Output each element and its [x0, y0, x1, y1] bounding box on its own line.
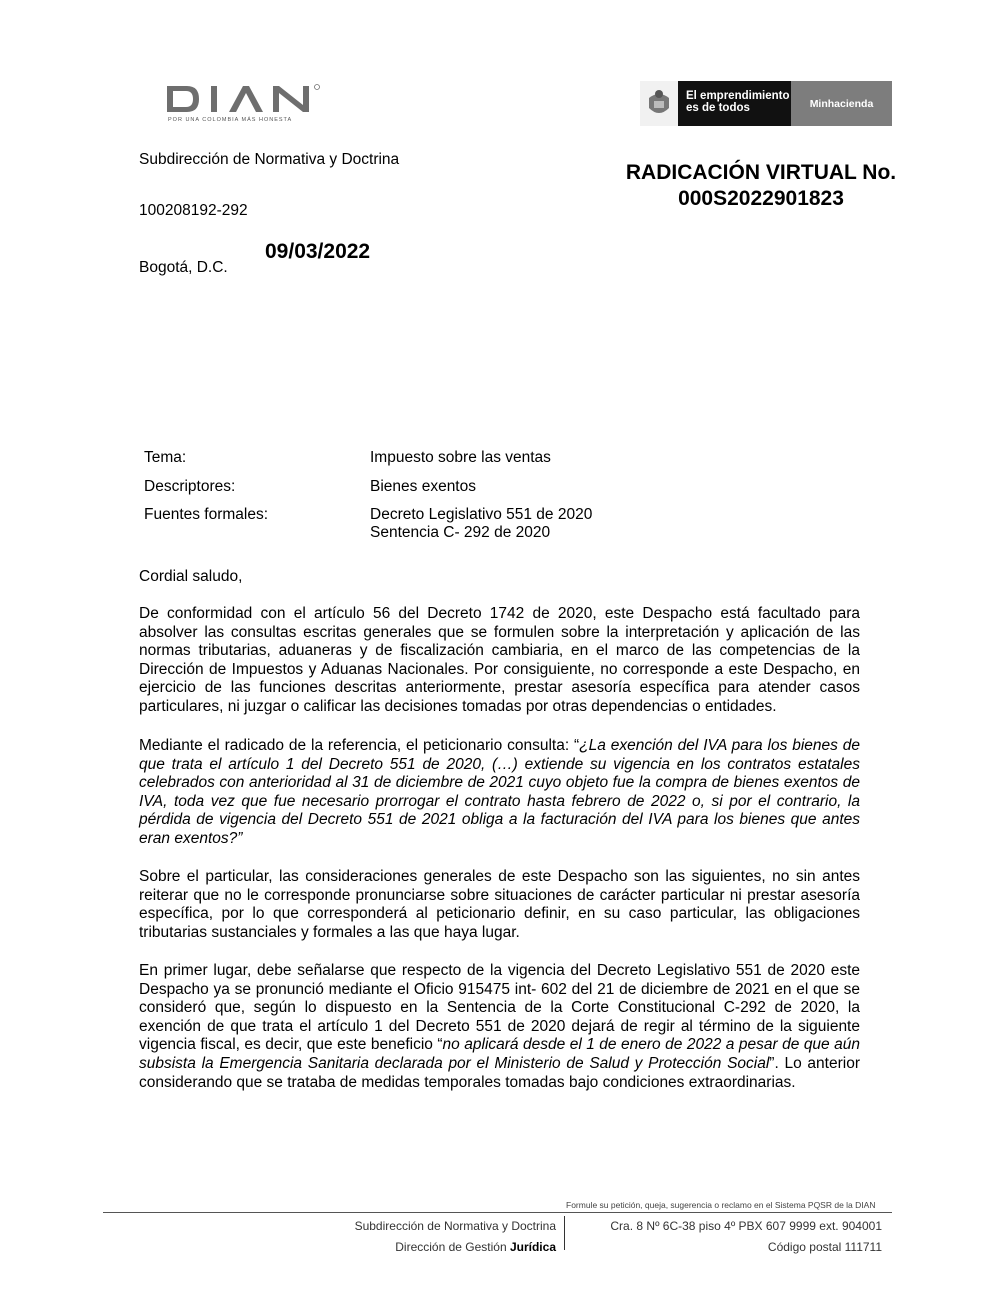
- footer-office-line2: [250, 1237, 556, 1258]
- paragraph-4-quote: no aplicará desde el 1 de enero de 2022 a pesar de que aún subsista la Emergencia Sanitaria declarada por el Ministerio de Salud y Protección Social: [139, 1036, 861, 1072]
- paragraph-2-quote: ¿La exención del IVA para los bienes de que trata el artículo 1 del Decreto 551 de 2020, (…) extiende su vigencia en los contratos estatales celebrados con anterioridad al 31 de diciembre de 2021 cuyo objeto fue la compra de bienes exentos de IVA, toda vez que fue necesario prorrogar el contrato hasta febrero de 2022 o, si por el contrario, la pérdida de vigencia del Decreto 551 de 2021 obliga a la facturación del IVA para los bienes que antes eran exentos?”: [139, 737, 860, 847]
- coat-of-arms-icon: [640, 81, 678, 126]
- footer-separator: [564, 1216, 565, 1250]
- footer-address: [576, 1216, 882, 1258]
- tema-label: Tema:: [144, 449, 187, 466]
- paragraph-1-text: De conformidad con el artículo 56 del Decreto 1742 de 2020, este Despacho está facultado para absolver las consultas escritas generales que se formulen sobre la interpretación y aplicación de las normas tributarias, aduaneras y de fiscalización cambiaria, en el marco de las competencias de la Dirección de Impuestos y Aduanas Nacionales. Por consiguiente, no corresponde a este Despacho, en ejercicio de las funciones descritas anteriormente, prestar asesoría específica para atender casos particulares, ni juzgar o calificar las decisiones tomadas por otras dependencias o entidades.: [139, 605, 860, 715]
- pqsr-note: Formule su petición, queja, sugerencia o reclamo en el Sistema PQSR de la DIAN: [566, 1200, 876, 1210]
- city: Bogotá, D.C.: [139, 259, 228, 276]
- footer-office-bold: Jurídica: [509, 1240, 556, 1254]
- office-name: Subdirección de Normativa y Doctrina: [139, 151, 400, 168]
- tema-value: Impuesto sobre las ventas: [370, 449, 551, 466]
- radicacion-label: RADICACIÓN VIRTUAL No.: [625, 161, 897, 184]
- paragraph-4-intro: En primer lugar, debe señalarse que respecto de la vigencia del Decreto Legislativo 551 de 2020 este Despacho ya se pronunció mediante el Oficio 915475 int- 602 del 21 de diciembre de 2021 en el que se consideró que, según lo dispuesto en la Sentencia de la Corte Constitucional C-292 de 2020, la exención de que trata el artículo 1 del Decreto 551 de 2020 dejará de regir al término de la siguiente vigencia fiscal, es decir, que este beneficio “: [139, 962, 860, 1054]
- fuentes-value-1: Decreto Legislativo 551 de 2020: [370, 506, 593, 523]
- banner-slogan-line1: El emprendimiento: [686, 90, 790, 102]
- footer-office-line1: Subdirección de Normativa y Doctrina: [354, 1219, 556, 1233]
- paragraph-3-text: Sobre el particular, las consideraciones generales de este Despacho son las siguientes, no sin antes reiterar que no le corresponde pronunciarse sobre situaciones de carácter particular ni prestar asesoría específica, por lo que corresponderá al peticionario definir, en su caso particular, las obligaciones tributarias sustanciales y formales a las que haya lugar.: [139, 868, 860, 941]
- paragraph-2-intro: Mediante el radicado de la referencia, el peticionario consulta: “: [139, 737, 580, 754]
- dian-logo: [165, 82, 325, 127]
- footer-divider: [103, 1212, 892, 1213]
- radicacion-code: 000S2022901823: [678, 187, 844, 210]
- footer-postal-code: Código postal 111711: [767, 1240, 882, 1254]
- paragraph-4: [139, 962, 860, 1092]
- footer-office-prefix: Dirección de Gestión: [395, 1240, 510, 1254]
- footer-address-line1: Cra. 8 Nº 6C-38 piso 4º PBX 607 9999 ext. 904001: [610, 1219, 882, 1233]
- banner-ministry: Minhacienda: [791, 81, 892, 126]
- banner-slogan: [678, 81, 791, 126]
- greeting: Cordial saludo,: [139, 568, 243, 585]
- dian-tagline: POR UNA COLOMBIA MÁS HONESTA: [168, 117, 293, 123]
- radicacion-number: [610, 160, 912, 212]
- footer-office: [250, 1216, 556, 1258]
- fuentes-label: Fuentes formales:: [144, 506, 269, 523]
- letter-date: 09/03/2022: [265, 240, 371, 263]
- reference-number: 100208192-292: [139, 202, 248, 219]
- fuentes-value-2: Sentencia C- 292 de 2020: [370, 524, 551, 541]
- paragraph-2: [139, 737, 860, 849]
- dian-wordmark: [165, 82, 325, 116]
- banner-slogan-line2: es de todos: [686, 102, 750, 114]
- descriptores-label: Descriptores:: [144, 478, 236, 495]
- descriptores-value: Bienes exentos: [370, 478, 476, 495]
- government-banner: [640, 81, 892, 126]
- paragraph-4-outro: ”. Lo anterior considerando que se trataba de medidas temporales tomadas bajo condiciones extraordinarias.: [139, 1054, 860, 1091]
- paragraph-3: [139, 868, 860, 942]
- paragraph-1: [139, 605, 860, 717]
